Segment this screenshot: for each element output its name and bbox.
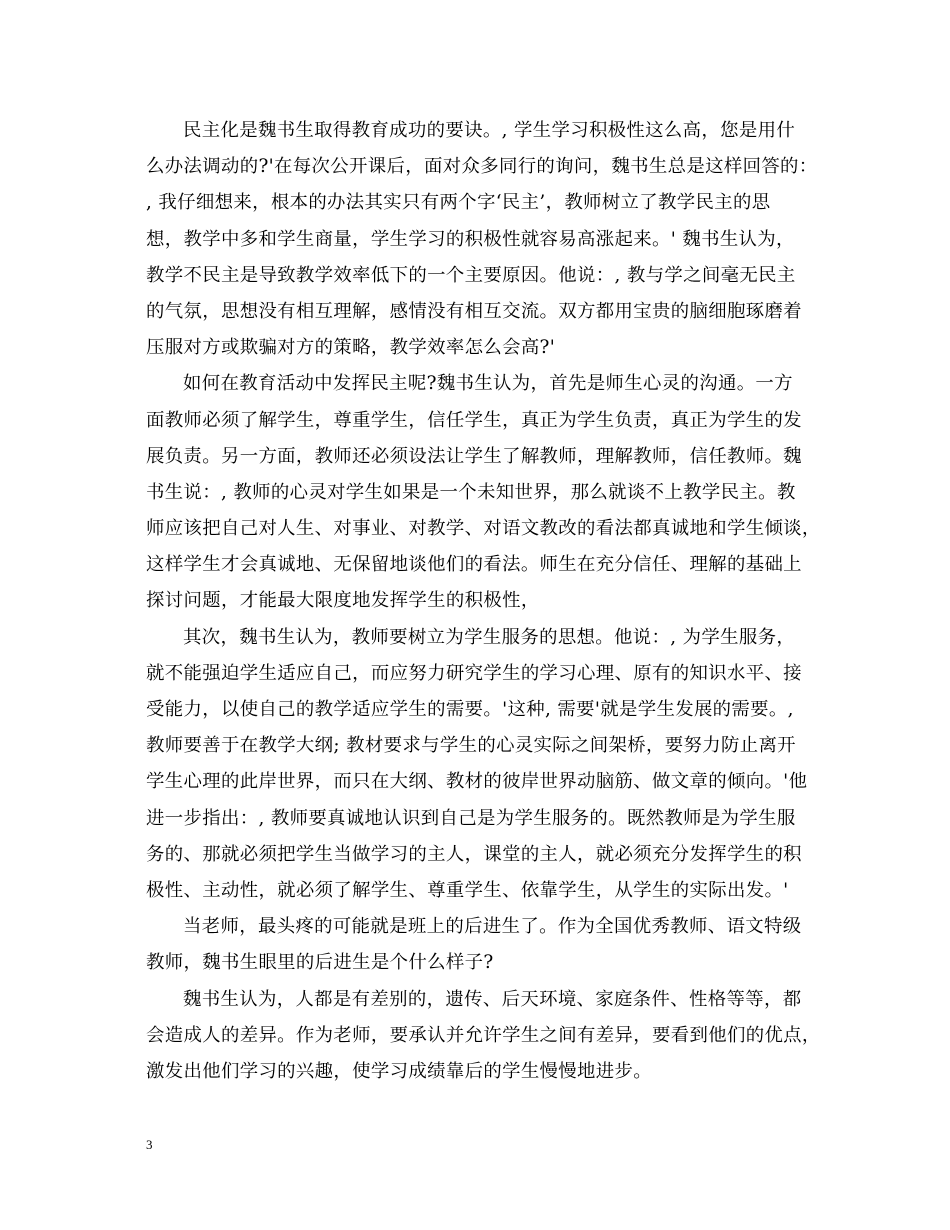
- text-line: 压服对方或欺骗对方的策略，教学效率怎么会高?': [146, 337, 556, 359]
- text-line: 书生说：, 教师的心灵对学生如果是一个未知世界，那么就谈不上教学民主。教: [146, 481, 796, 503]
- body-text: [146, 116, 821, 1093]
- text-line: 如何在教育活动中发挥民主呢?魏书生认为，首先是师生心灵的沟通。一方: [183, 373, 793, 395]
- text-line: 教学不民主是导致教学效率低下的一个主要原因。他说：, 教与学之间毫无民主: [146, 264, 796, 286]
- text-line: 么办法调动的?'在每次公开课后，面对众多同行的询问，魏书生总是这样回答的：: [146, 156, 818, 178]
- text-line: 想，教学中多和学生商量，学生学习的积极性就容易高涨起来。' 魏书生认为，: [146, 228, 795, 250]
- text-line: 师应该把自己对人生、对事业、对教学、对语文教改的看法都真诚地和学生倾谈，: [146, 518, 821, 540]
- text-line: 魏书生认为，人都是有差别的，遗传、后天环境、家庭条件、性格等等，都: [183, 988, 802, 1010]
- text-line: 其次，魏书生认为，教师要树立为学生服务的思想。他说：, 为学生服务，: [183, 626, 796, 648]
- text-line: 极性、主动性，就必须了解学生、尊重学生、依靠学生，从学生的实际出发。': [146, 879, 789, 901]
- text-line: 进一步指出：, 教师要真诚地认识到自己是为学生服务的。既然教师是为学生服: [146, 807, 796, 829]
- text-line: 民主化是魏书生取得教育成功的要诀。, 学生学习积极性这么高，您是用什: [183, 120, 796, 141]
- text-line: 展负责。另一方面，教师还必须设法让学生了解教师，理解教师，信任教师。魏: [146, 445, 802, 467]
- text-line: 的气氛，思想没有相互理解，感情没有相互交流。双方都用宝贵的脑细胞琢磨着: [146, 300, 802, 322]
- text-line: 面教师必须了解学生，尊重学生，信任学生，真正为学生负责，真正为学生的发: [146, 409, 802, 431]
- text-line: 受能力，以使自己的教学适应学生的需要。'这种, 需要'就是学生发展的需要。,: [146, 699, 794, 720]
- text-line: 当老师，最头疼的可能就是班上的后进生了。作为全国优秀教师、语文特级: [183, 916, 802, 938]
- page-number: 3: [146, 1137, 153, 1152]
- text-line: 激发出他们学习的兴趣，使学习成绩靠后的学生慢慢地进步。: [146, 1060, 652, 1082]
- text-line: 就不能强迫学生适应自己，而应努力研究学生的学习心理、原有的知识水平、接: [146, 662, 802, 684]
- text-line: 探讨问题，才能最大限度地发挥学生的积极性，: [146, 590, 540, 612]
- text-line: 教师要善于在教学大纲; 教材要求与学生的心灵实际之间架桥，要努力防止离开: [146, 735, 796, 757]
- text-line: 这样学生才会真诚地、无保留地谈他们的看法。师生在充分信任、理解的基础上: [146, 554, 802, 576]
- text-line: 学生心理的此岸世界，而只在大纲、教材的彼岸世界动脑筋、做文章的倾向。'他: [146, 771, 808, 793]
- text-line: 会造成人的差异。作为老师，要承认并允许学生之间有差异，要看到他们的优点，: [146, 1024, 821, 1046]
- text-line: 教师，魏书生眼里的后进生是个什么样子?: [146, 952, 494, 974]
- text-line: 务的、那就必须把学生当做学习的主人，课堂的主人，就必须充分发挥学生的积: [146, 843, 802, 865]
- text-line: , 我仔细想来，根本的办法其实只有两个字‘民主’，教师树立了教学民主的思: [146, 192, 771, 214]
